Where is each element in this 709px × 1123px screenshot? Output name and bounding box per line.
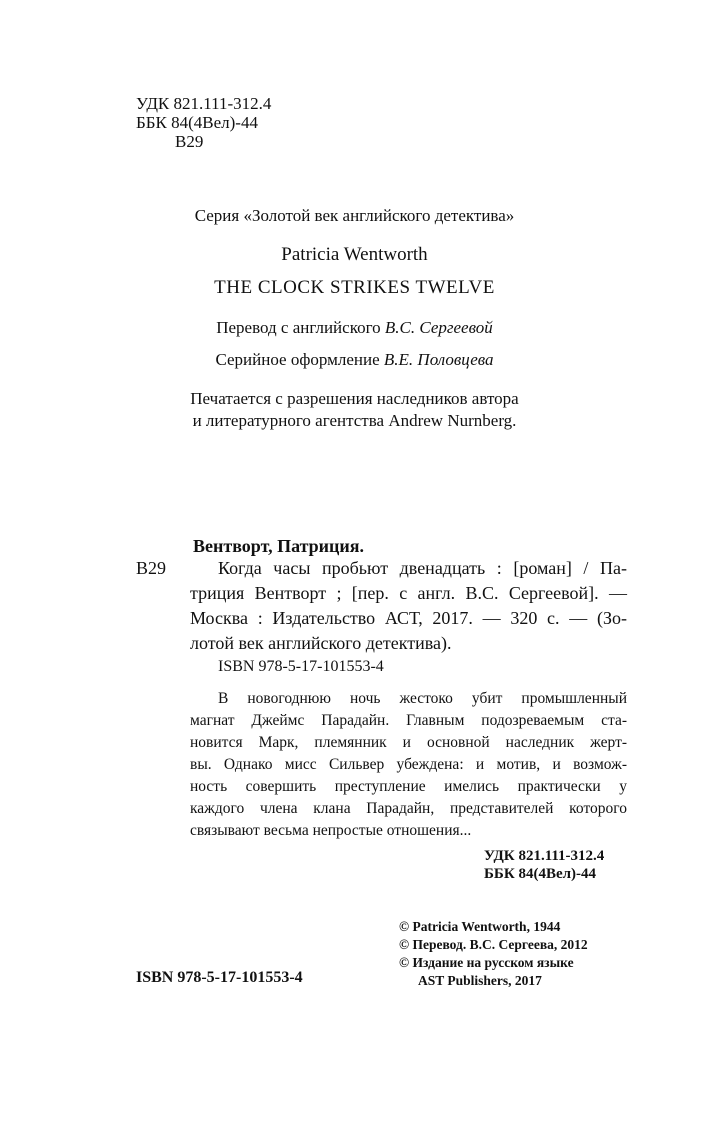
annotation-line: вы. Однако мисс Сильвер убеждена: и мотив, и возмож- [190, 756, 627, 773]
copyright-line: © Patricia Wentworth, 1944 [399, 919, 561, 934]
annotation-line: магнат Джеймс Парадайн. Главным подозреваемым ста- [190, 712, 627, 729]
annotation-line: В новогоднюю ночь жестоко убит промышленный [218, 690, 627, 707]
bbk-code: ББК 84(4Вел)-44 [136, 113, 258, 132]
annotation-line: каждого члена клана Парадайн, представителей которого [190, 800, 627, 817]
permission-line-1: Печатается с разрешения наследников автора [190, 389, 519, 408]
catalog-udk: УДК 821.111-312.4 [484, 848, 605, 864]
original-title: THE CLOCK STRIKES TWELVE [214, 277, 495, 298]
catalog-line: триция Вентворт ; [пер. с англ. В.С. Сергеевой]. — [190, 583, 627, 603]
translation-prefix: Перевод с английского [216, 318, 381, 337]
catalog-line: лотой век английского детектива). [190, 633, 452, 653]
designer-name: В.Е. Половцева [383, 350, 494, 369]
udk-code: УДК 821.111-312.4 [136, 94, 272, 113]
bottom-isbn: ISBN 978-5-17-101553-4 [136, 969, 303, 986]
catalog-heading: Вентворт, Патриция. [193, 536, 365, 556]
copyright-line: AST Publishers, 2017 [418, 973, 542, 988]
annotation-line: ность совершить преступление имелись практически у [190, 778, 627, 795]
series-line: Серия «Золотой век английского детектива» [194, 206, 515, 225]
catalog-line: Москва : Издательство АСТ, 2017. — 320 с. — (Зо- [190, 608, 627, 628]
design-prefix: Серийное оформление [215, 350, 380, 369]
catalog-bbk: ББК 84(4Вел)-44 [484, 866, 597, 882]
catalog-mark: В29 [136, 558, 167, 578]
permission-line-2: и литературного агентства Andrew Nurnberg. [192, 411, 517, 430]
translator-name: В.С. Сергеевой [384, 318, 493, 337]
catalog-isbn: ISBN 978-5-17-101553-4 [218, 658, 384, 675]
copyright-line: © Перевод. В.С. Сергеева, 2012 [399, 937, 588, 952]
annotation-line: связывают весьма непростые отношения... [190, 822, 472, 839]
catalog-line: Когда часы пробьют двенадцать : [роман] / Па- [218, 558, 627, 578]
design-credit [0, 350, 709, 370]
translation-credit [0, 318, 709, 338]
original-author: Patricia Wentworth [281, 244, 428, 265]
annotation-line: новится Марк, племянник и основной наследник жерт- [190, 734, 627, 751]
copyright-line: © Издание на русском языке [399, 955, 574, 970]
author-mark: В29 [175, 132, 204, 151]
